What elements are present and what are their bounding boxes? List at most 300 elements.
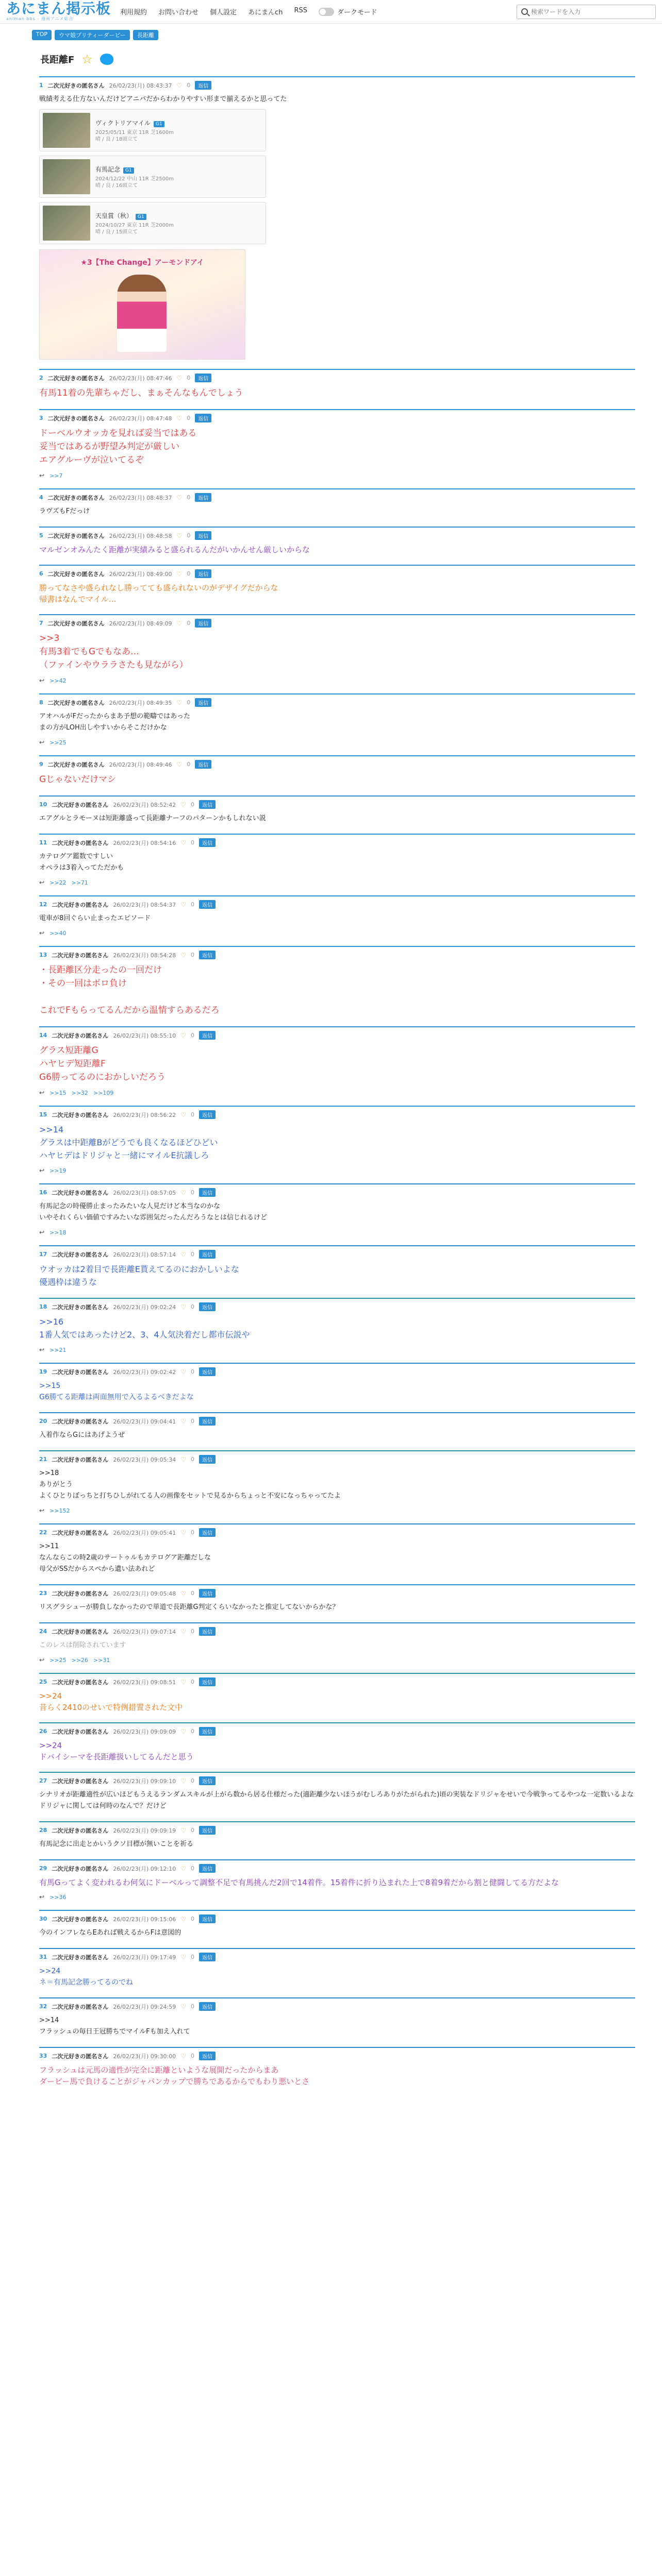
post-date: 26/02/23(月) 09:04:41 (113, 1418, 176, 1425)
post-date: 26/02/23(月) 09:17:49 (113, 1954, 176, 1961)
darkmode-switch[interactable] (319, 7, 377, 16)
heart-icon[interactable]: ♡ (176, 699, 183, 706)
post-date: 26/02/23(月) 08:48:37 (109, 494, 172, 501)
post (39, 409, 635, 483)
post-number[interactable]: 18 (39, 1303, 47, 1310)
reply-button[interactable]: 返信 (199, 2002, 216, 2011)
breadcrumb-category[interactable]: ウマ娘プリティーダービー (55, 30, 130, 40)
post-number[interactable]: 6 (39, 570, 43, 577)
post-number[interactable]: 3 (39, 415, 43, 421)
reply-link[interactable]: >>21 (49, 1346, 67, 1353)
reply-link[interactable]: >>152 (49, 1507, 70, 1514)
heart-icon[interactable]: ♡ (176, 374, 183, 382)
poster-name: 二次元好きの匿名さん (52, 1251, 109, 1258)
poster-name: 二次元好きの匿名さん (47, 415, 105, 422)
post-meta (39, 1776, 635, 1785)
like-count: 0 (190, 1189, 194, 1196)
post-date: 26/02/23(月) 09:08:51 (113, 1679, 176, 1686)
post-date: 26/02/23(月) 09:02:42 (113, 1368, 176, 1376)
poster-name: 二次元好きの匿名さん (52, 2003, 109, 2010)
reply-button[interactable]: 返信 (199, 1367, 216, 1376)
post-body: ・長距離区分走ったの一回だけ ・その一回はボロ負け これでFもらってるんだから温情すらあるだろ (39, 965, 220, 1015)
post (39, 693, 635, 750)
breadcrumb-top[interactable]: TOP (32, 30, 52, 40)
post-body: >>24 昔らく2410のせいで特例措置された文中 (39, 1691, 183, 1712)
post-list (0, 76, 662, 2091)
reply-link[interactable]: >>40 (49, 929, 67, 937)
post-date: 26/02/23(月) 08:54:16 (113, 839, 176, 846)
reply-button[interactable]: 返信 (199, 2052, 216, 2060)
twitter-share-icon[interactable] (100, 54, 113, 65)
post-number[interactable]: 15 (39, 1111, 47, 1118)
heart-icon[interactable]: ♡ (180, 1455, 186, 1463)
site-logo[interactable] (6, 2, 111, 22)
embed-text (95, 211, 174, 235)
heart-icon[interactable]: ♡ (180, 1727, 186, 1735)
reply-button[interactable]: 返信 (195, 81, 211, 90)
reply-button[interactable]: 返信 (195, 569, 211, 578)
post (39, 1584, 635, 1617)
reply-button[interactable]: 返信 (199, 1250, 216, 1259)
post-date: 26/02/23(月) 09:30:00 (113, 2053, 176, 2060)
heart-icon[interactable]: ♡ (180, 839, 186, 846)
post-body: 有馬記念の時優勝止まったみたいな人見だけど本当なのかな いやそれくらい価値ですみたいな雰囲気だったんだろうなとは信じれるけど (39, 1202, 268, 1222)
poster-name: 二次元好きの匿名さん (47, 570, 105, 578)
post-meta (39, 1110, 635, 1119)
heart-icon[interactable]: ♡ (180, 1417, 186, 1425)
heart-icon[interactable]: ♡ (180, 1865, 186, 1872)
post-number[interactable]: 23 (39, 1590, 47, 1597)
like-count: 0 (190, 2053, 194, 2059)
post-body: 有馬11着の先輩ちゃだし、まぁそんなもんでしょう (39, 388, 243, 398)
poster-name: 二次元好きの匿名さん (47, 532, 105, 539)
post-number[interactable]: 31 (39, 1954, 47, 1960)
post-meta (39, 81, 635, 90)
post (39, 1412, 635, 1445)
post (39, 1183, 635, 1240)
post (39, 1363, 635, 1407)
post (39, 488, 635, 521)
post-number[interactable]: 20 (39, 1418, 47, 1425)
reply-links (39, 879, 635, 886)
post-body: リスグラシューが勝負しなかったので単道で長距離G判定くらいなかったと推定してないからかな？ (39, 1603, 339, 1611)
reply-button[interactable]: 返信 (199, 1677, 216, 1686)
heart-icon[interactable]: ♡ (180, 1628, 186, 1635)
post-date: 26/02/23(月) 08:47:46 (109, 375, 172, 382)
post-number[interactable]: 33 (39, 2053, 47, 2059)
heart-icon[interactable]: ♡ (180, 1303, 186, 1311)
embed-title: 有馬記念 (95, 166, 121, 173)
toggle-icon[interactable] (319, 8, 334, 16)
post-number[interactable]: 9 (39, 761, 43, 768)
reply-arrow-icon: ↩ (39, 472, 45, 479)
reply-arrow-icon: ↩ (39, 879, 45, 886)
post-body: >>18 ありがとう よくひとりぼっちと打ちひしがれてる人の画像をセットで見るからちょっと不安になっちゃってたよ (39, 1469, 341, 1500)
post-body: >>14 グラスは中距離Bがどうでも良くなるほどひどい ハヤヒデはドリジャと一緒にマイルE抗議しろ (39, 1125, 218, 1160)
race-embed-card[interactable] (39, 156, 266, 198)
heart-icon[interactable]: ♡ (176, 760, 183, 768)
post-body: >>16 1番人気ではあったけど2、3、4人気決着だし都市伝説や (39, 1317, 250, 1340)
reply-button[interactable]: 返信 (199, 1727, 216, 1736)
post-number[interactable]: 25 (39, 1679, 47, 1685)
embed-info: 2024/10/27 東京 11R 芝2000m 晴 / 良 / 15頭立て (95, 223, 174, 235)
heart-icon[interactable]: ♡ (180, 801, 186, 808)
reply-button[interactable]: 返信 (199, 900, 216, 909)
reply-button[interactable]: 返信 (199, 1589, 216, 1598)
post-number[interactable]: 5 (39, 532, 43, 539)
poster-name: 二次元好きの匿名さん (52, 1916, 109, 1923)
heart-icon[interactable]: ♡ (180, 1111, 186, 1118)
replies-container (39, 369, 635, 2091)
post-number[interactable]: 11 (39, 839, 47, 846)
race-embed-card[interactable] (39, 202, 266, 244)
post-number[interactable]: 32 (39, 2003, 47, 2010)
post-meta (39, 1953, 635, 1961)
nav-terms[interactable]: 利用規約 (120, 9, 147, 16)
heart-icon[interactable]: ♡ (180, 1953, 186, 1961)
post-meta (39, 619, 635, 628)
poster-name: 二次元好きの匿名さん (52, 901, 109, 908)
post-body: ドーベルウオッカを見れば妥当ではある 妥当ではあるが野望み判定が厳しい エアグルーヴが泣いてるぞ (39, 428, 197, 465)
reply-button[interactable]: 返信 (195, 414, 211, 422)
reply-arrow-icon: ↩ (39, 1167, 45, 1174)
like-count: 0 (190, 1303, 194, 1310)
reply-button[interactable]: 返信 (199, 1826, 216, 1835)
post-body: このレスは削除されています (39, 1641, 126, 1649)
reply-button[interactable]: 返信 (199, 951, 216, 959)
nav-settings[interactable]: 個人設定 (210, 9, 237, 16)
post-meta (39, 951, 635, 959)
heart-icon[interactable]: ♡ (176, 570, 183, 578)
reply-arrow-icon: ↩ (39, 1346, 45, 1353)
reply-link[interactable]: >>31 (93, 1656, 110, 1664)
like-count: 0 (187, 699, 191, 706)
post-date: 26/02/23(月) 09:05:48 (113, 1590, 176, 1597)
reply-link[interactable]: >>32 (71, 1089, 88, 1096)
reply-button[interactable]: 返信 (199, 1776, 216, 1785)
like-count: 0 (187, 761, 191, 768)
post-date: 26/02/23(月) 08:56:22 (113, 1111, 176, 1118)
reply-link[interactable]: >>15 (49, 1089, 67, 1096)
post (39, 565, 635, 609)
nav-animanch[interactable]: あにまんch (248, 9, 283, 16)
post-meta (39, 1914, 635, 1923)
poster-name: 二次元好きの匿名さん (52, 801, 109, 808)
post-meta (39, 531, 635, 540)
post-meta (39, 2002, 635, 2011)
poster-name: 二次元好きの匿名さん (52, 1303, 109, 1311)
embed-text (95, 164, 174, 189)
post-date: 26/02/23(月) 08:49:46 (109, 761, 172, 768)
post-number[interactable]: 7 (39, 620, 43, 626)
race-thumbnail (43, 159, 90, 194)
poster-name: 二次元好きの匿名さん (52, 1728, 109, 1735)
post-number[interactable]: 13 (39, 952, 47, 958)
poster-name: 二次元好きの匿名さん (52, 1456, 109, 1463)
reply-button[interactable]: 返信 (195, 493, 211, 502)
post-number[interactable]: 26 (39, 1728, 47, 1735)
reply-link[interactable]: >>22 (49, 879, 67, 886)
poster-name: 二次元好きの匿名さん (52, 1628, 109, 1635)
reply-button[interactable]: 返信 (199, 1302, 216, 1311)
reply-arrow-icon: ↩ (39, 1089, 45, 1096)
post-number[interactable]: 22 (39, 1529, 47, 1536)
reply-button[interactable]: 返信 (199, 1627, 216, 1636)
like-count: 0 (187, 532, 191, 539)
reply-button[interactable]: 返信 (195, 619, 211, 628)
embed-title: ヴィクトリアマイル (95, 120, 151, 127)
post-number[interactable]: 21 (39, 1456, 47, 1463)
post-number[interactable]: 10 (39, 801, 47, 808)
post-meta (39, 1367, 635, 1376)
nav-contact[interactable]: お問い合わせ (158, 9, 199, 16)
like-count: 0 (190, 1418, 194, 1425)
heart-icon[interactable]: ♡ (180, 2003, 186, 2010)
race-embed-card[interactable] (39, 109, 266, 151)
reply-link[interactable]: >>71 (71, 879, 88, 886)
star-icon[interactable]: ☆ (81, 52, 93, 66)
heart-icon[interactable]: ♡ (180, 1189, 186, 1196)
reply-links (39, 677, 635, 684)
heart-icon[interactable]: ♡ (180, 2052, 186, 2060)
post-number[interactable]: 4 (39, 494, 43, 501)
post-date: 26/02/23(月) 08:52:42 (113, 801, 176, 808)
like-count: 0 (190, 1529, 194, 1536)
like-count: 0 (190, 839, 194, 846)
post-date: 26/02/23(月) 08:48:58 (109, 532, 172, 539)
post-meta (39, 1727, 635, 1736)
reply-arrow-icon: ↩ (39, 1656, 45, 1664)
post-meta (39, 1677, 635, 1686)
post-date: 26/02/23(月) 09:07:14 (113, 1628, 176, 1635)
reply-button[interactable]: 返信 (195, 760, 211, 769)
embed-title: 天皇賞（秋） (95, 212, 133, 219)
post-number[interactable]: 29 (39, 1865, 47, 1872)
post-body: グラス短距離G ハヤヒデ短距離F G6勝ってるのにおかしいだろう (39, 1045, 166, 1082)
grade-badge: G1 (154, 121, 164, 127)
embed-info: 2025/05/11 東京 11R 芝1600m 晴 / 良 / 18頭立て (95, 130, 174, 142)
reply-button[interactable]: 返信 (199, 838, 216, 847)
post-date: 26/02/23(月) 09:24:59 (113, 2003, 176, 2010)
poster-name: 二次元好きの匿名さん (52, 1827, 109, 1834)
poster-name: 二次元好きの匿名さん (52, 1679, 109, 1686)
post (39, 1772, 635, 1816)
reply-arrow-icon: ↩ (39, 739, 45, 746)
nav-rss[interactable]: RSS (294, 7, 307, 14)
reply-button[interactable]: 返信 (199, 1864, 216, 1873)
heart-icon[interactable]: ♡ (176, 414, 183, 422)
post (39, 1910, 635, 1943)
grade-badge: G1 (123, 167, 134, 174)
post-date: 26/02/23(月) 08:49:35 (109, 699, 172, 706)
poster-name: 二次元好きの匿名さん (52, 1111, 109, 1118)
like-count: 0 (190, 1916, 194, 1922)
post-meta (39, 1528, 635, 1537)
poster-name: 二次元好きの匿名さん (52, 1777, 109, 1785)
post (39, 1821, 635, 1854)
post-body: ラヴズもFだっけ (39, 507, 90, 515)
search-icon[interactable] (521, 8, 528, 15)
post-date: 26/02/23(月) 09:12:10 (113, 1865, 176, 1872)
like-count: 0 (187, 375, 191, 381)
post-date: 26/02/23(月) 08:57:14 (113, 1251, 176, 1258)
reply-button[interactable]: 返信 (199, 800, 216, 809)
post-date: 26/02/23(月) 08:54:28 (113, 952, 176, 959)
post-meta (39, 493, 635, 502)
post-meta (39, 900, 635, 909)
reply-link[interactable]: >>42 (49, 677, 67, 684)
post (39, 1997, 635, 2042)
heart-icon[interactable]: ♡ (180, 1529, 186, 1536)
poster-name: 二次元好きの匿名さん (47, 494, 105, 501)
post-number[interactable]: 28 (39, 1827, 47, 1834)
reply-link[interactable]: >>25 (49, 1656, 67, 1664)
post-body: 電車が8回ぐらい止まったエピソード (39, 914, 151, 922)
post (39, 795, 635, 828)
like-count: 0 (190, 1251, 194, 1258)
reply-button[interactable]: 返信 (199, 1417, 216, 1426)
post-number[interactable]: 27 (39, 1777, 47, 1784)
reply-button[interactable]: 返信 (199, 1188, 216, 1197)
reply-link[interactable]: >>109 (93, 1089, 114, 1096)
post-date: 26/02/23(月) 08:57:05 (113, 1189, 176, 1196)
search-box[interactable] (517, 5, 656, 19)
heart-icon[interactable]: ♡ (180, 1250, 186, 1258)
poster-name: 二次元好きの匿名さん (52, 1368, 109, 1376)
poster-name: 二次元好きの匿名さん (52, 1590, 109, 1597)
post-meta (39, 800, 635, 809)
heart-icon[interactable]: ♡ (180, 1826, 186, 1834)
poster-name: 二次元好きの匿名さん (52, 839, 109, 846)
reply-link[interactable]: >>36 (49, 1893, 67, 1901)
post-body: ウオッカは2着目で長距離E貰えてるのにおかしいよな 優遇枠は違うな (39, 1264, 239, 1287)
heart-icon[interactable]: ♡ (180, 1777, 186, 1785)
logo-subtitle: animan bbs - 漫画アニメ総合 (6, 16, 74, 21)
poster-name: 二次元好きの匿名さん (52, 2053, 109, 2060)
post-meta (39, 838, 635, 847)
post-meta (39, 1627, 635, 1636)
reply-link[interactable]: >>25 (49, 739, 67, 746)
post-number[interactable]: 2 (39, 375, 43, 381)
heart-icon[interactable]: ♡ (180, 1678, 186, 1686)
like-count: 0 (187, 415, 191, 421)
post (39, 755, 635, 790)
post-number[interactable]: 1 (39, 82, 43, 89)
heart-icon[interactable]: ♡ (176, 619, 183, 627)
heart-icon[interactable]: ♡ (180, 951, 186, 959)
breadcrumb-tag[interactable]: 長距離 (133, 30, 158, 40)
reply-link[interactable]: >>19 (49, 1167, 67, 1174)
reply-links (39, 1507, 635, 1514)
post-number[interactable]: 16 (39, 1189, 47, 1196)
heart-icon[interactable]: ♡ (180, 901, 186, 908)
search-input[interactable] (531, 8, 651, 15)
reply-link[interactable]: >>18 (49, 1229, 67, 1236)
heart-icon[interactable]: ♡ (176, 494, 183, 501)
post-number[interactable]: 19 (39, 1368, 47, 1375)
post-date: 26/02/23(月) 09:09:09 (113, 1728, 176, 1735)
like-count: 0 (190, 1111, 194, 1118)
post-meta (39, 569, 635, 578)
post-body: 入着作ならGにはあげようぜ (39, 1431, 125, 1439)
reply-links (39, 929, 635, 937)
post-body: 戦績考える仕方ないんだけどアニバだからわかりやすい形まで揃えるかと思ってた (39, 95, 287, 103)
post-number[interactable]: 30 (39, 1916, 47, 1922)
post (39, 1722, 635, 1767)
like-count: 0 (190, 2003, 194, 2010)
poster-name: 二次元好きの匿名さん (52, 1189, 109, 1196)
post-body: カテログア鑑数ですしい オペラは3着入ってただかも (39, 853, 124, 872)
post (39, 369, 635, 404)
heart-icon[interactable]: ♡ (180, 1031, 186, 1039)
poster-name: 二次元好きの匿名さん (47, 699, 105, 706)
heart-icon[interactable]: ♡ (180, 1368, 186, 1376)
reply-links (39, 1893, 635, 1901)
reply-button[interactable]: 返信 (199, 1953, 216, 1961)
post-number[interactable]: 8 (39, 699, 43, 706)
reply-arrow-icon: ↩ (39, 1229, 45, 1236)
reply-arrow-icon: ↩ (39, 1507, 45, 1514)
post-number[interactable]: 14 (39, 1032, 47, 1039)
post (39, 946, 635, 1021)
heart-icon[interactable]: ♡ (176, 532, 183, 539)
post-meta (39, 698, 635, 707)
card-banner-image[interactable] (39, 249, 245, 360)
reply-button[interactable]: 返信 (199, 1914, 216, 1923)
reply-link[interactable]: >>26 (71, 1656, 88, 1664)
post (39, 1622, 635, 1668)
heart-icon[interactable]: ♡ (180, 1915, 186, 1923)
like-count: 0 (190, 1954, 194, 1960)
heart-icon[interactable]: ♡ (176, 81, 183, 89)
post-meta (39, 760, 635, 769)
reply-button[interactable]: 返信 (199, 1528, 216, 1537)
reply-links (39, 1346, 635, 1353)
like-count: 0 (190, 801, 194, 808)
post-body: >>14 フラッシュの毎日王冠勝ちでマイルFも加え入れて (39, 2016, 190, 2036)
reply-button[interactable]: 返信 (199, 1455, 216, 1464)
reply-button[interactable]: 返信 (195, 374, 211, 382)
like-count: 0 (190, 1827, 194, 1834)
post-date: 26/02/23(月) 09:09:19 (113, 1827, 176, 1834)
post-body: Gじゃないだけマシ (39, 774, 117, 785)
post-number[interactable]: 17 (39, 1251, 47, 1258)
post-date: 26/02/23(月) 08:49:09 (109, 620, 172, 627)
banner-title: ★3【The Change】アーモンドアイ (80, 259, 204, 267)
post-number[interactable]: 24 (39, 1628, 47, 1635)
poster-name: 二次元好きの匿名さん (47, 620, 105, 627)
reply-button[interactable]: 返信 (199, 1110, 216, 1119)
reply-button[interactable]: 返信 (199, 1031, 216, 1040)
post-meta (39, 1864, 635, 1873)
reply-button[interactable]: 返信 (195, 531, 211, 540)
post-body: 勝ってなさや盛られなし勝ってても盛られないのがデザイグだからな 帰書はなんでマイル… (39, 583, 278, 604)
post-number[interactable]: 12 (39, 901, 47, 908)
reply-button[interactable]: 返信 (195, 698, 211, 707)
post (39, 527, 635, 560)
post-date: 26/02/23(月) 08:49:00 (109, 570, 172, 578)
reply-link[interactable]: >>7 (49, 472, 63, 479)
post-body: >>15 G6勝てる距離は両面無用で入るよるべきだよな (39, 1382, 194, 1401)
post (39, 1245, 635, 1293)
like-count: 0 (190, 1368, 194, 1375)
heart-icon[interactable]: ♡ (180, 1589, 186, 1597)
post (39, 2047, 635, 2091)
post-meta (39, 2052, 635, 2060)
post-date: 26/02/23(月) 09:05:34 (113, 1456, 176, 1463)
grade-badge: G1 (136, 214, 146, 220)
like-count: 0 (190, 901, 194, 908)
